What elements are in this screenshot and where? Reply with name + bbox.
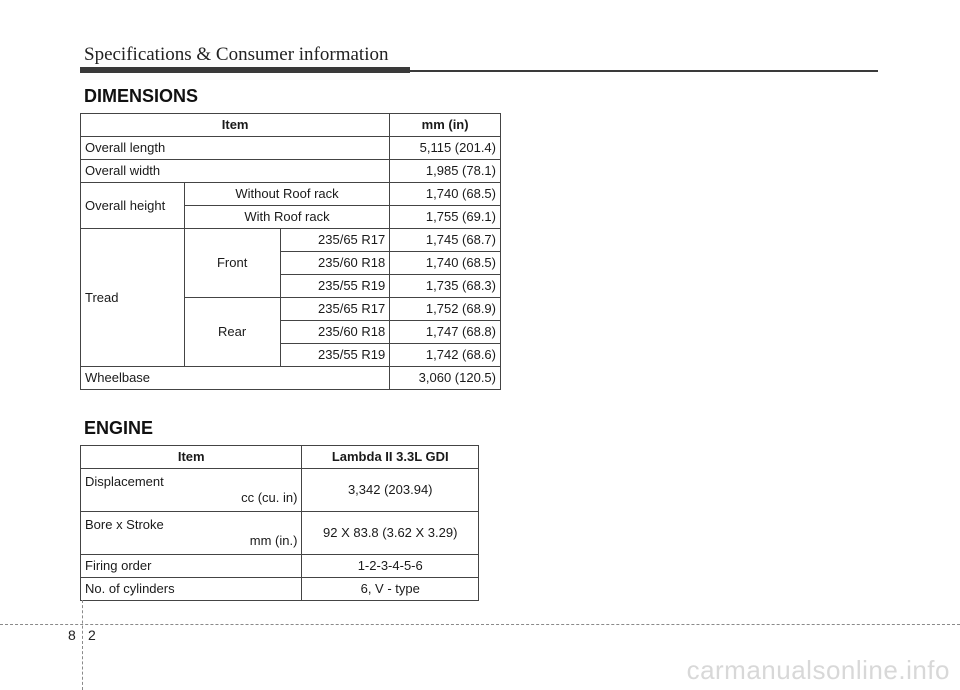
engine-table bbox=[80, 445, 479, 601]
row-unit: mm (in.) bbox=[249, 533, 298, 548]
page-number-section: 8 bbox=[68, 627, 76, 643]
engine-title: ENGINE bbox=[84, 418, 154, 438]
row-label: Tread bbox=[81, 229, 185, 367]
row-label: Firing order bbox=[81, 555, 302, 578]
header-rule-thin bbox=[410, 70, 878, 72]
watermark-text: carmanualsonline.info bbox=[686, 655, 950, 685]
row-label: Wheelbase bbox=[81, 367, 390, 390]
row-label-cell bbox=[81, 512, 302, 555]
row-label: Bore x Stroke bbox=[85, 517, 164, 532]
table-row bbox=[81, 137, 501, 160]
footer-divider-horizontal bbox=[0, 624, 960, 625]
row-value: 3,342 (203.94) bbox=[302, 469, 479, 512]
tire-size: 235/55 R19 bbox=[280, 344, 390, 367]
row-label: No. of cylinders bbox=[81, 578, 302, 601]
table-row bbox=[81, 114, 501, 137]
row-sublabel: Without Roof rack bbox=[184, 183, 389, 206]
tire-size: 235/65 R17 bbox=[280, 229, 390, 252]
header-rule-thick bbox=[80, 67, 410, 73]
column-header-value: Lambda II 3.3L GDI bbox=[302, 446, 479, 469]
tire-size: 235/55 R19 bbox=[280, 275, 390, 298]
row-sublabel: Front bbox=[184, 229, 280, 298]
row-value: 1,742 (68.6) bbox=[390, 344, 501, 367]
row-label: Overall length bbox=[81, 137, 390, 160]
row-value: 1,740 (68.5) bbox=[390, 183, 501, 206]
row-value: 1,985 (78.1) bbox=[390, 160, 501, 183]
row-value: 1,735 (68.3) bbox=[390, 275, 501, 298]
row-sublabel: With Roof rack bbox=[184, 206, 389, 229]
column-header-value: mm (in) bbox=[390, 114, 501, 137]
table-row bbox=[81, 578, 479, 601]
row-value: 1,752 (68.9) bbox=[390, 298, 501, 321]
page-header-title: Specifications & Consumer information bbox=[84, 44, 389, 65]
tire-size: 235/60 R18 bbox=[280, 252, 390, 275]
row-unit: cc (cu. in) bbox=[241, 490, 298, 505]
row-value: 1-2-3-4-5-6 bbox=[302, 555, 479, 578]
table-row bbox=[81, 446, 479, 469]
row-value: 92 X 83.8 (3.62 X 3.29) bbox=[302, 512, 479, 555]
table-row bbox=[81, 555, 479, 578]
tire-size: 235/60 R18 bbox=[280, 321, 390, 344]
dimensions-table bbox=[80, 113, 501, 390]
table-row bbox=[81, 367, 501, 390]
table-row bbox=[81, 512, 479, 555]
column-header-item: Item bbox=[81, 446, 302, 469]
table-row bbox=[81, 229, 501, 252]
row-value: 1,740 (68.5) bbox=[390, 252, 501, 275]
row-label-cell bbox=[81, 469, 302, 512]
table-row bbox=[81, 183, 501, 206]
row-value: 3,060 (120.5) bbox=[390, 367, 501, 390]
row-value: 1,745 (68.7) bbox=[390, 229, 501, 252]
row-value: 6, V - type bbox=[302, 578, 479, 601]
footer-divider-vertical bbox=[82, 600, 83, 690]
row-label: Displacement bbox=[85, 474, 164, 489]
row-value: 1,747 (68.8) bbox=[390, 321, 501, 344]
dimensions-title: DIMENSIONS bbox=[84, 86, 199, 106]
page-number-page: 2 bbox=[88, 627, 96, 643]
row-value: 1,755 (69.1) bbox=[390, 206, 501, 229]
column-header-item: Item bbox=[81, 114, 390, 137]
row-label: Overall width bbox=[81, 160, 390, 183]
row-label: Overall height bbox=[81, 183, 185, 229]
row-sublabel: Rear bbox=[184, 298, 280, 367]
table-row bbox=[81, 469, 479, 512]
tire-size: 235/65 R17 bbox=[280, 298, 390, 321]
row-value: 5,115 (201.4) bbox=[390, 137, 501, 160]
table-row bbox=[81, 160, 501, 183]
